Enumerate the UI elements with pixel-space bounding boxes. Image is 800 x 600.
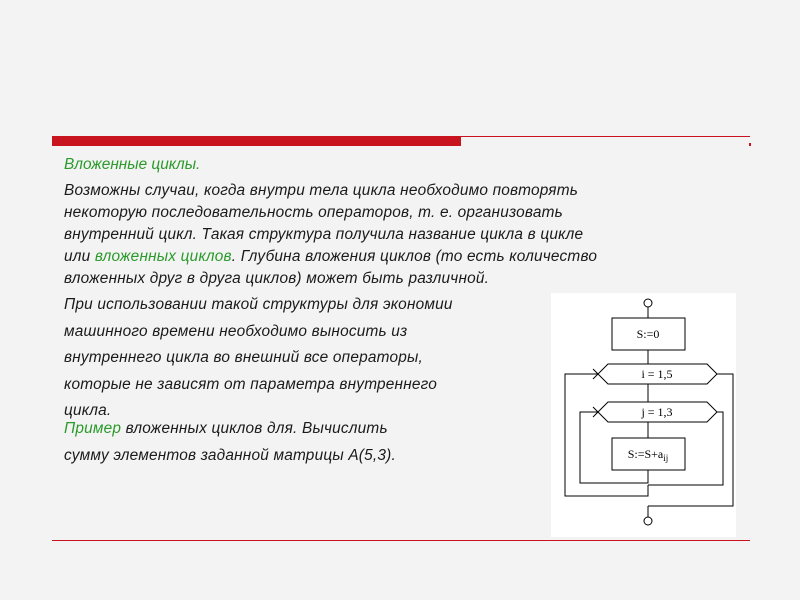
highlight-term: вложенных циклов [94,248,232,265]
inner-loop-label: j = 1,3 [641,405,673,419]
paragraph-line [64,246,597,268]
text-fragment: вложенных циклов для. Вычислить [121,420,388,437]
outer-loop-return [565,374,648,496]
paragraph-line: машинного времени необходимо выносить из [64,322,408,340]
highlight-term: Пример [64,420,122,437]
body-expression: S:=S+a [627,447,664,461]
outer-loop-label: i = 1,5 [641,367,673,381]
paragraph-line: Возможны случаи, когда внутри тела цикла необходимо повторять [64,182,579,199]
paragraph-example [64,416,396,469]
top-divider-tick [749,143,751,146]
paragraph-line: некоторую последовательность операторов, т. е. организовать [64,204,563,221]
flowchart-svg [551,293,736,537]
outer-loop-exit [648,374,733,506]
top-accent-bar [52,136,461,146]
text-fragment: . Глубина вложения циклов (то есть количество [231,248,598,265]
bottom-divider-line [52,540,750,541]
paragraph-line: внутреннего цикла во внешний все операторы, [64,349,423,366]
start-terminal [644,299,652,307]
paragraph-line: При использовании такой структуры для экономии [64,296,453,313]
paragraph-line: которые не зависят от параметра внутреннего [64,375,438,393]
body-subscript: ij [663,453,669,463]
slide-title: Вложенные циклы. [64,156,201,173]
paragraph-line: цикла. [64,402,112,419]
paragraph-line: внутренний цикл. Такая структура получила название цикла в цикле [64,226,584,243]
paragraph-optimization [64,292,453,425]
end-terminal [644,517,652,525]
text-fragment: или [64,248,95,265]
nested-loop-flowchart [551,293,736,537]
paragraph-line: сумму элементов заданной матрицы А(5,3). [64,446,396,464]
body-block-label [628,447,669,463]
paragraph-intro [64,180,597,290]
init-block-label: S:=0 [636,327,660,341]
paragraph-line: вложенных друг в друга циклов) может быть различной. [64,270,490,287]
paragraph-line [64,416,396,443]
